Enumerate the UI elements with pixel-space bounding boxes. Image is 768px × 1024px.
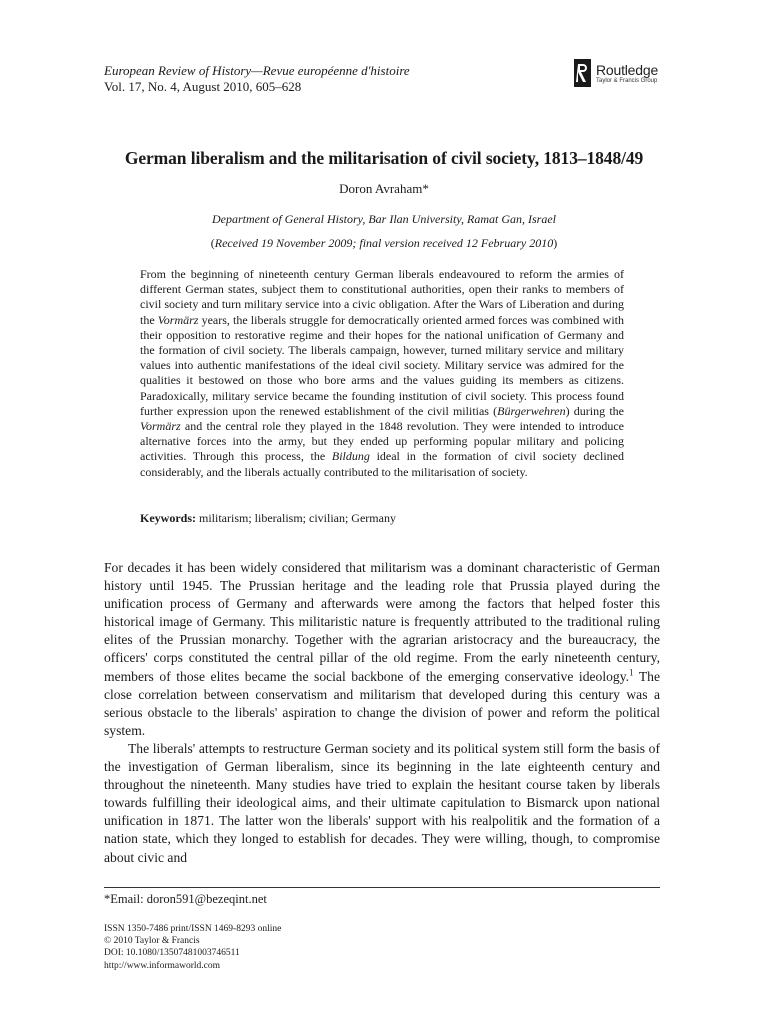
received-open-paren: ( [210, 236, 215, 250]
issn: ISSN 1350-7486 print/ISSN 1469-8293 online [104, 924, 282, 934]
footnote-ref[interactable]: 1 [629, 667, 634, 678]
abstract-term: Bürgerwehren [497, 403, 566, 418]
publisher-logo [574, 59, 684, 91]
article-author: Doron Avraham* [339, 181, 429, 196]
keywords [140, 511, 396, 526]
routledge-mark-icon [574, 59, 591, 87]
abstract-term: Bildung [331, 449, 370, 464]
article-title: German liberalism and the militarisation of civil society, 1813–1848/49 [124, 148, 644, 168]
author-affiliation: Department of General History, Bar Ilan University, Ramat Gan, Israel [212, 212, 556, 226]
abstract-text: ) during the [565, 403, 624, 418]
journal-name: European Review of History—Revue européenne d'histoire [104, 63, 410, 78]
abstract-text: From the beginning of nineteenth century German liberals endeavoured to reform the armies of different German states, subject them to constitutional authorities, open their ranks to members of civil society and turn military service into a civic obligation. After the Wars of Liberation and during the [140, 267, 624, 327]
publisher-subtitle: Taylor & Francis Group [596, 78, 658, 84]
paragraph-text: For decades it has been widely considered that militarism was a dominant characteristic of German history until 1945. The Prussian heritage and the leading role that Prussia played during the unification process of Germany and afterwards were among the factors that helped foster this historical image of Germany. This militaristic nature is frequently attributed to the traditional ruling elites of the Prussian monarchy. Together with the agrarian aristocracy and the bureaucracy, the officers' corps constituted the central pillar of the old regime. From the early nineteenth century, members of those elites became the social backbone of the emerging conservative ideology. [104, 560, 660, 684]
publisher-name: Routledge [596, 62, 659, 78]
doi[interactable]: DOI: 10.1080/13507481003746511 [104, 948, 240, 959]
journal-header [104, 63, 410, 95]
received-text: Received 19 November 2009; final version received 12 February 2010 [214, 236, 554, 250]
body-text [104, 559, 660, 867]
abstract-text: and the central role they played in the 1848 revolution. They were intended to introduce alternative forces into the army, but they ended up performing popular military and policing activities. Through this process, the [140, 419, 624, 464]
author-email[interactable]: *Email: doron591@bezeqint.net [104, 892, 267, 906]
abstract [140, 267, 624, 480]
abstract-text: years, the liberals struggle for democratically oriented armed forces was combined with their opposition to restorative regime and their hopes for the national unification of Germany and the formation of civil society. The liberals campaign, however, turned military service and military values into authentic manifestations of the ideal civil society. Military service was admired for the qualities it bestowed on those who bore arms and the values guiding its members as citizens. Paradoxically, military service became the founding institution of civil society. This process found further expression upon the renewed establishment of the civil militias ( [140, 312, 624, 418]
keywords-list: militarism; liberalism; civilian; Germany [196, 511, 396, 525]
abstract-text: ideal in the formation of civil society declined considerably, and the liberals actually contributed to the militarisation of society. [140, 449, 624, 479]
publisher-url[interactable]: http://www.informaworld.com [104, 960, 221, 971]
body-paragraph: The liberals' attempts to restructure German society and its political system still form the basis of the investigation of German liberalism, since its beginning in the late eighteenth century and throughout the nineteenth. Many studies have tried to explain the hesitant course taken by liberals towards fulfilling their ideological aims, and their ultimate capitulation to Bismarck upon national unification in 1871. The latter won the liberals' support with his realpolitik and the formation of a nation state, which they longed to establish for decades. They were willing, though, to compromise about civic and [104, 740, 660, 865]
received-close-paren: ) [553, 236, 558, 250]
received-dates [104, 236, 664, 251]
publication-footer [104, 923, 281, 972]
abstract-term: Vormärz [157, 312, 199, 327]
body-paragraph [104, 559, 660, 740]
keywords-label: Keywords: [140, 511, 196, 525]
abstract-term: Vormärz [140, 419, 181, 434]
footnote-divider [104, 887, 660, 888]
paragraph-text: The close correlation between conservatism and militarism that developed during this century was a serious obstacle to the liberals' aspiration to change the division of power and reform the political system. [104, 668, 660, 738]
journal-citation: Vol. 17, No. 4, August 2010, 605–628 [104, 79, 302, 94]
copyright: © 2010 Taylor & Francis [104, 936, 200, 947]
